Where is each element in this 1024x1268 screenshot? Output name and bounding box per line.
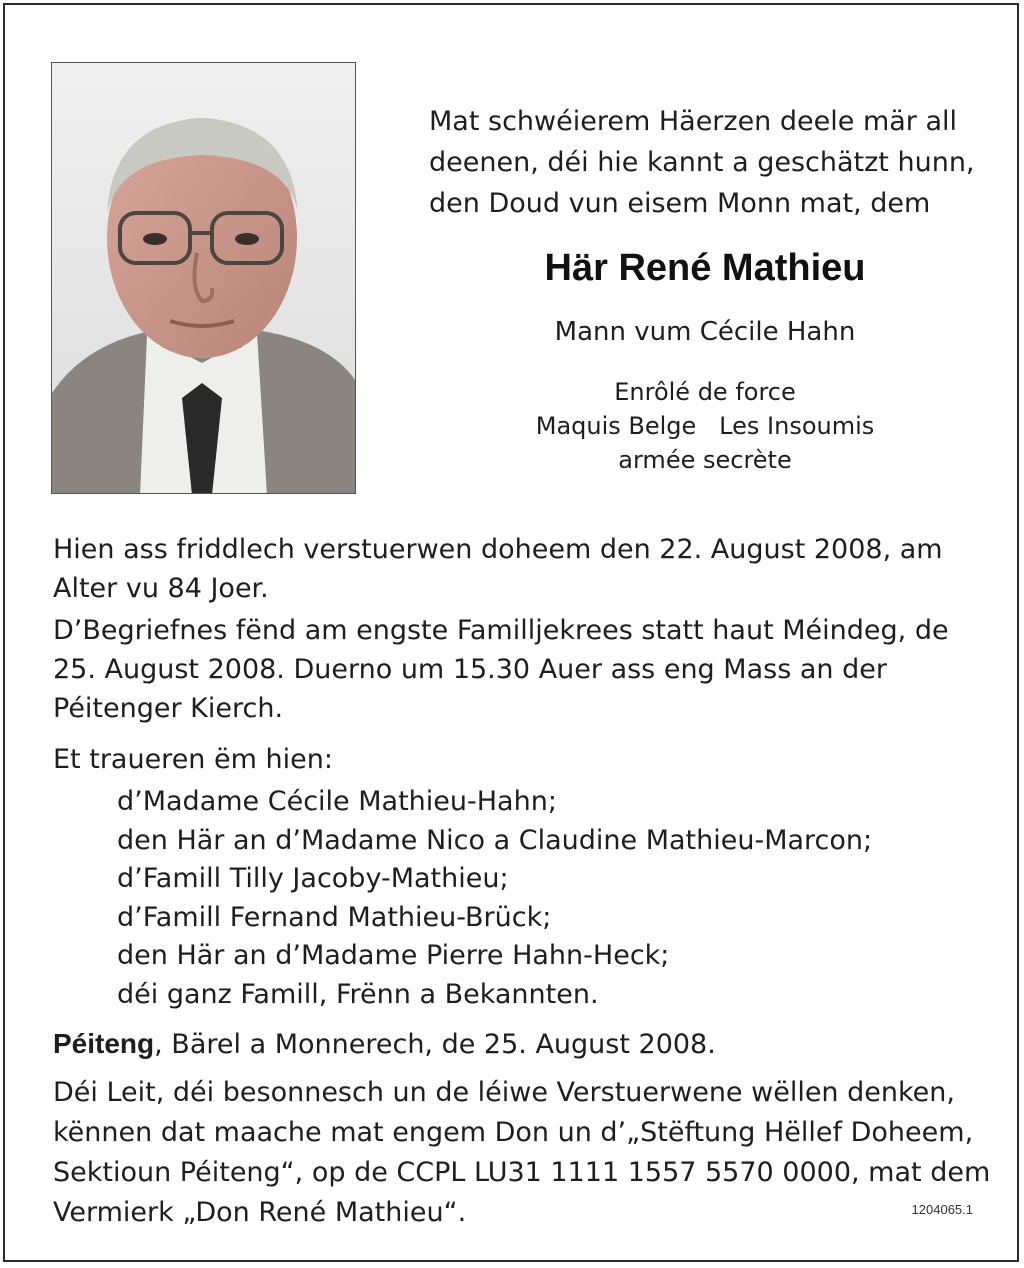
mourners-heading <box>53 740 985 779</box>
mourner-item: déi ganz Famill, Frënn a Bekannten. <box>117 978 599 1010</box>
paragraph-line <box>53 1024 985 1064</box>
mourners-list <box>117 783 977 1015</box>
mourner-item: d’Famill Fernand Mathieu-Brück; <box>117 901 552 933</box>
mourner-item: d’Famill Tilly Jacoby-Mathieu; <box>117 863 509 895</box>
place-date-line <box>53 1024 985 1064</box>
mourner-item: den Här an d’Madame Pierre Hahn-Heck; <box>117 940 670 972</box>
intro-line: den Doud vun eisem Monn mat, dem <box>429 188 931 219</box>
intro-text <box>429 101 989 224</box>
place-rest: , Bärel a Monnerech, de 25. August 2008. <box>154 1029 716 1060</box>
honor-line: Maquis Belge Les Insoumis <box>535 412 875 440</box>
honor-line: Enrôlé de force <box>614 378 796 406</box>
place-name: Péiteng <box>53 1028 155 1059</box>
paragraph-line: Hien ass friddlech verstuerwen doheem den 22. August 2008, am <box>53 534 943 565</box>
intro-line: deenen, déi hie kannt a geschätzt hunn, <box>429 147 975 178</box>
funeral-paragraph <box>53 611 985 728</box>
paragraph-line: Vermierk „Don René Mathieu“. <box>53 1197 467 1228</box>
paragraph-line: Sektioun Péiteng“, op de CCPL LU31 1111 1557 5570 0000, mat dem <box>53 1157 991 1188</box>
honor-line: armée secrète <box>618 446 792 474</box>
paragraph-line: 25. August 2008. Duerno um 15.30 Auer ass eng Mass an der <box>53 654 887 685</box>
obituary-notice <box>3 3 1019 1262</box>
paragraph-line: Péitenger Kierch. <box>53 693 284 724</box>
paragraph-line: Alter vu 84 Joer. <box>53 573 269 604</box>
donation-paragraph <box>53 1073 991 1233</box>
mourner-item: d’Madame Cécile Mathieu-Hahn; <box>117 786 557 817</box>
mourner-item: den Här an d’Madame Nico a Claudine Mathieu-Marcon; <box>117 824 873 856</box>
portrait-photo <box>51 62 356 494</box>
paragraph-line: Déi Leit, déi besonnesch un de léiwe Verstuerwene wëllen denken, <box>53 1077 955 1108</box>
reference-number: 1204065.1 <box>911 1202 973 1217</box>
paragraph-line: Et traueren ëm hien: <box>53 744 333 775</box>
death-paragraph <box>53 530 985 608</box>
paragraph-line: kënnen dat maache mat engem Don un d’„Stëftung Hëllef Doheem, <box>53 1117 974 1148</box>
deceased-name: Här René Mathieu <box>544 247 866 289</box>
paragraph-line: D’Begriefnes fënd am engste Familljekrees statt haut Méindeg, de <box>53 615 949 646</box>
honors-block <box>405 375 1005 477</box>
intro-line: Mat schwéierem Häerzen deele mär all <box>429 106 958 137</box>
spouse-line: Mann vum Cécile Hahn <box>554 317 856 347</box>
